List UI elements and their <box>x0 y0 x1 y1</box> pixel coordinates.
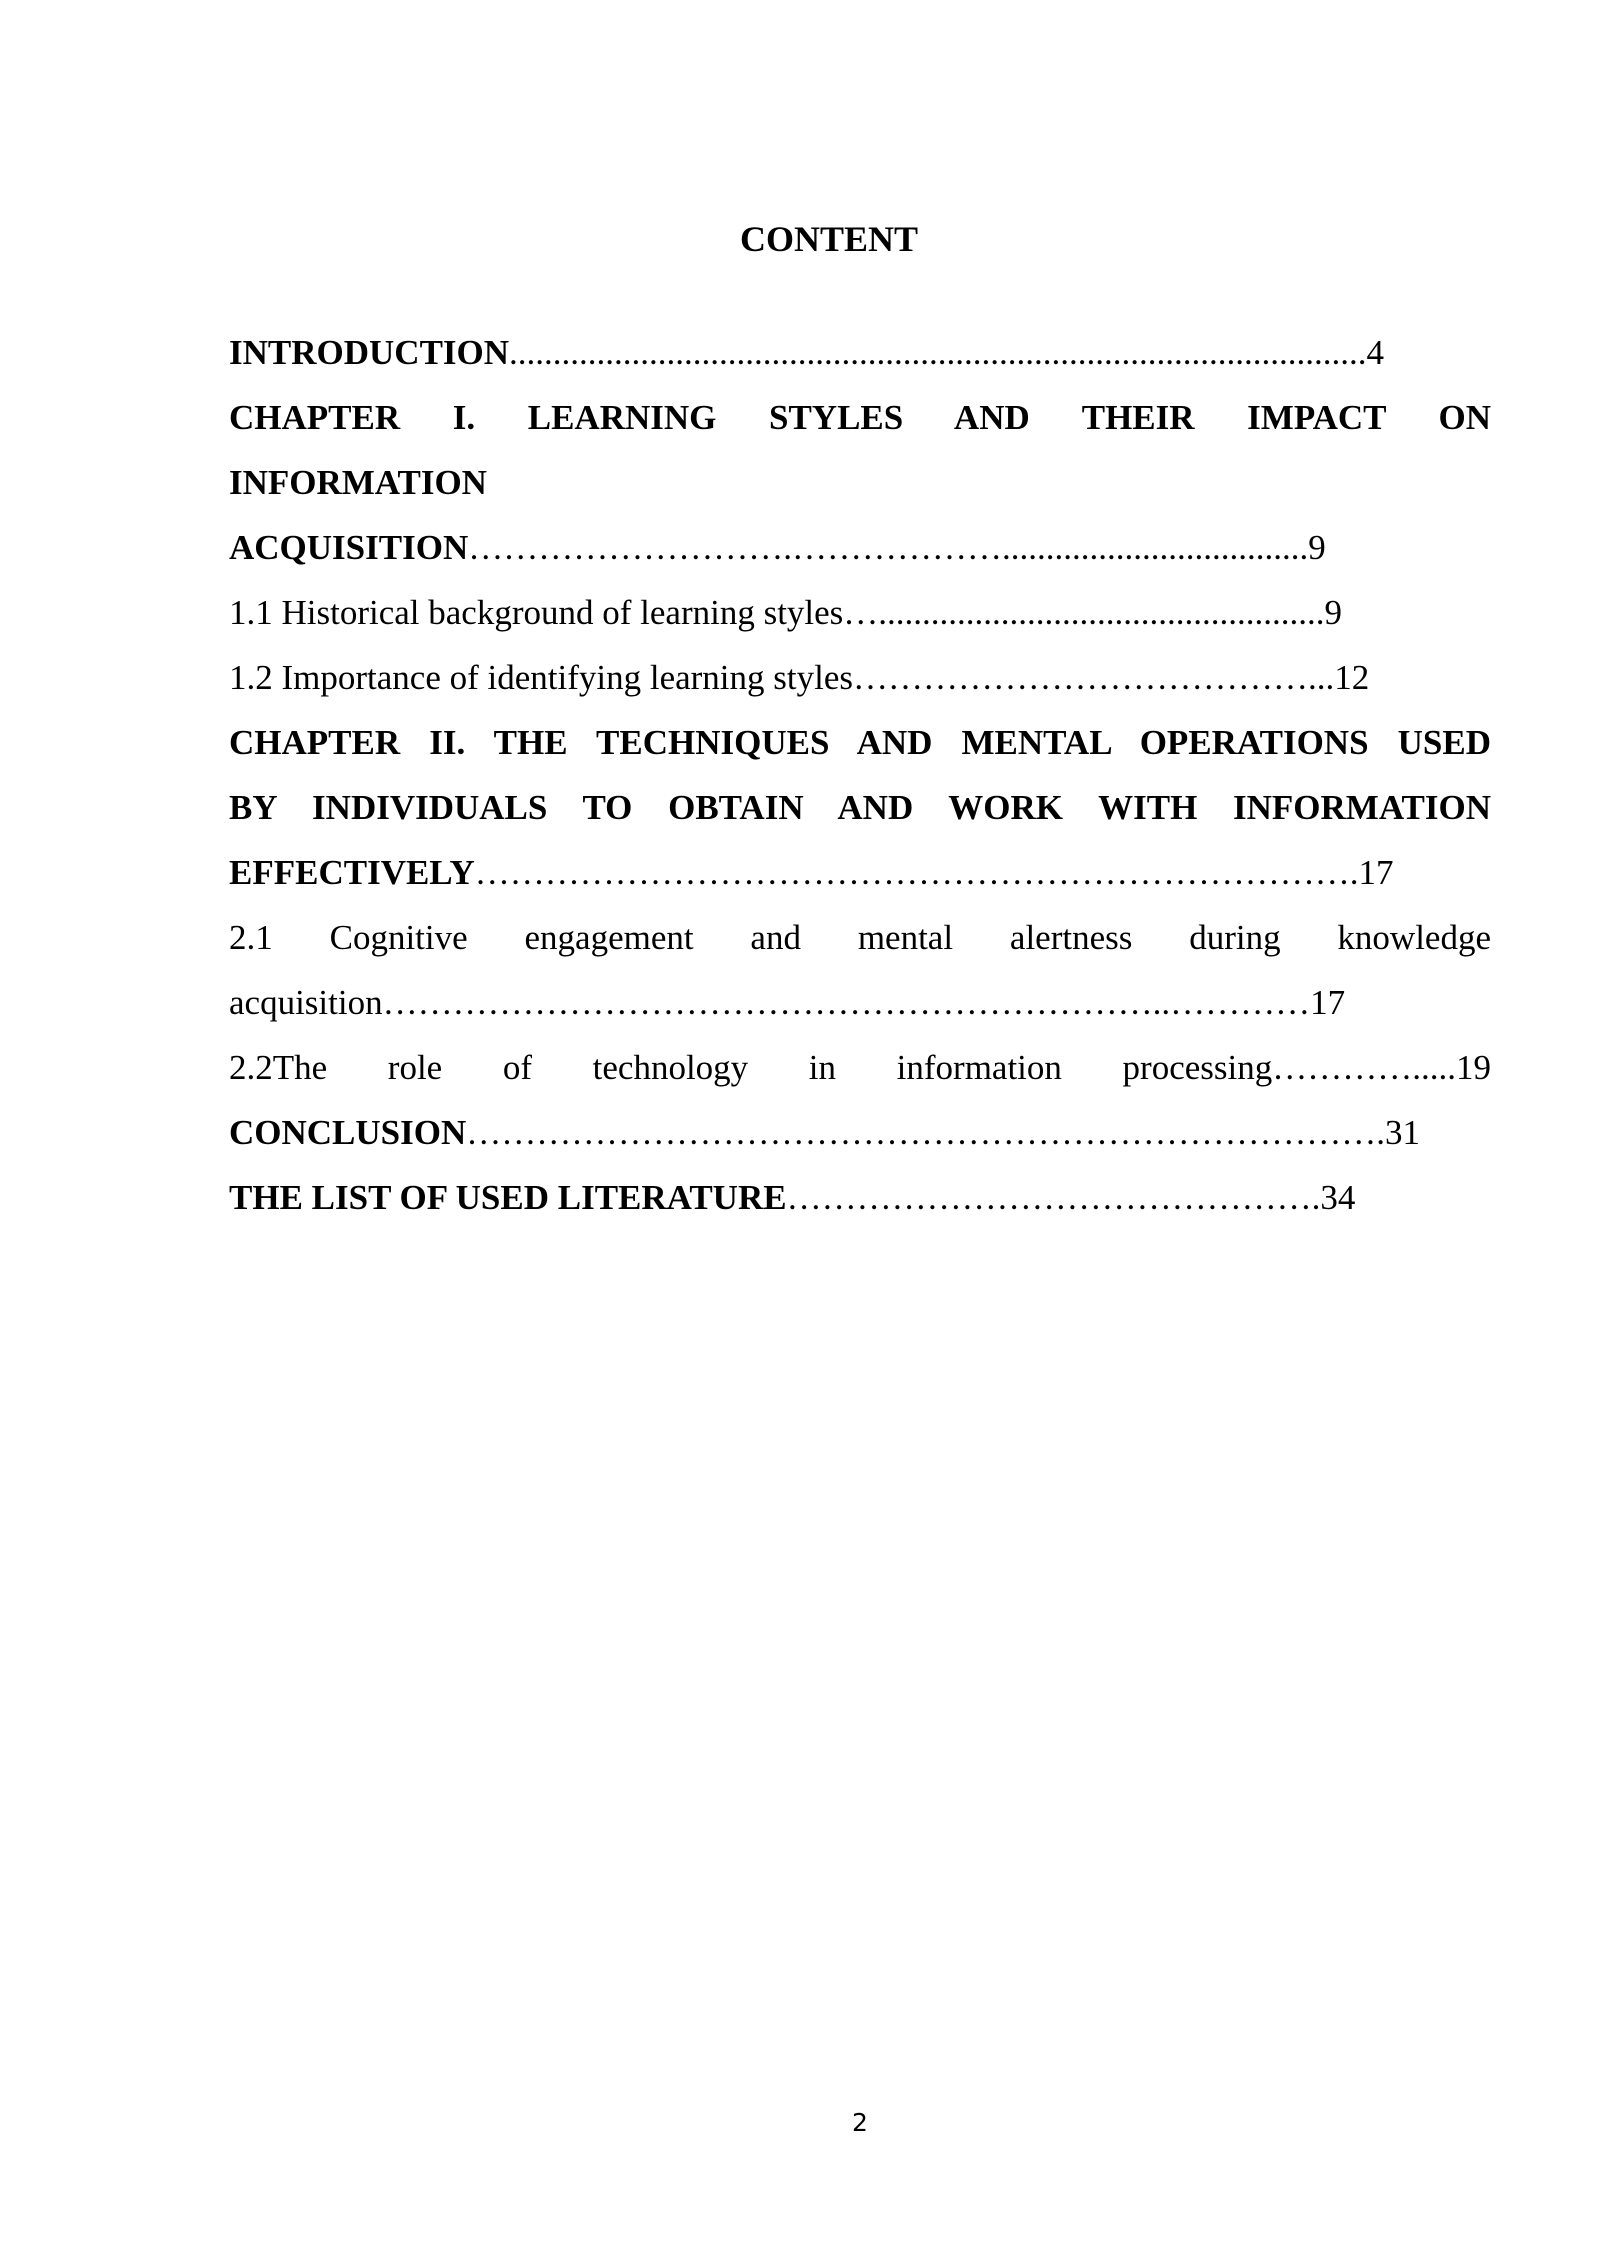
toc-page-number: 12 <box>1334 658 1370 697</box>
toc-entry-chapter-2-line-2 <box>229 775 1491 840</box>
toc-entry-title: 2.2The role of technology in information processing <box>229 1048 1273 1087</box>
toc-leader: …………..... <box>1272 1048 1456 1087</box>
toc-entry-chapter-1-line-1 <box>229 385 1491 450</box>
toc-entry-title: 2.1 Cognitive engagement and mental alertness during knowledge <box>229 918 1491 957</box>
toc-page-number: 31 <box>1385 1113 1421 1152</box>
toc-leader: ……………………………………………………………………. <box>466 1113 1386 1152</box>
toc-entry-title: CONCLUSION <box>229 1113 467 1152</box>
toc-entry-1-1 <box>229 580 1491 645</box>
toc-entry-chapter-2-line-1 <box>229 710 1491 775</box>
toc-leader: …………………………………………………………………. <box>474 853 1359 892</box>
toc-leader: …………………………………………………………..………… <box>382 983 1311 1022</box>
toc-entry-literature <box>229 1165 1469 1230</box>
toc-leader: ……………………….………………................................... <box>468 528 1309 567</box>
toc-entry-title: CHAPTER I. LEARNING STYLES AND THEIR IMPACT ON <box>229 398 1491 437</box>
toc-page-number: 4 <box>1366 333 1385 372</box>
toc-entry-title: acquisition <box>229 983 383 1022</box>
toc-page-number: 19 <box>1456 1048 1491 1087</box>
toc-entry-1-2 <box>229 645 1491 710</box>
toc-page-number: 17 <box>1310 983 1346 1022</box>
toc-leader: …................................................... <box>843 593 1325 632</box>
toc-entry-title: INTRODUCTION <box>229 333 510 372</box>
toc-entry-title: ACQUISITION <box>229 528 469 567</box>
toc-entry-title: 1.2 Importance of identifying learning styles <box>229 658 854 697</box>
toc-entry-title: INFORMATION <box>229 463 487 502</box>
toc-entry-chapter-1-line-2 <box>229 450 1491 515</box>
toc-entry-2-2 <box>229 1035 1491 1100</box>
toc-entry-conclusion <box>229 1100 1464 1165</box>
page-title <box>0 214 1600 264</box>
toc-entry-2-1-line-1 <box>229 905 1491 970</box>
toc-entry-chapter-2-line-3 <box>229 840 1491 905</box>
toc-entry-title: THE LIST OF USED LITERATURE <box>229 1178 787 1217</box>
page-title-text: CONTENT <box>739 219 919 259</box>
toc-leader: …………………………………... <box>853 658 1335 697</box>
toc-page-number: 9 <box>1324 593 1343 632</box>
toc-entry-introduction <box>229 320 1461 385</box>
toc-page-number: 34 <box>1320 1178 1356 1217</box>
toc-page-number: 9 <box>1308 528 1326 567</box>
toc-page-number: 17 <box>1358 853 1394 892</box>
toc-leader: .................................................................................................. <box>509 333 1367 372</box>
toc-entry-2-1-line-2 <box>229 970 1464 1035</box>
toc-entry-title: CHAPTER II. THE TECHNIQUES AND MENTAL OPERATIONS USED <box>229 723 1491 762</box>
toc-entry-title: BY INDIVIDUALS TO OBTAIN AND WORK WITH INFORMATION <box>229 788 1491 827</box>
toc-entry-chapter-1-line-3 <box>229 515 1491 580</box>
toc-entry-title: EFFECTIVELY <box>229 853 475 892</box>
page-number: 2 <box>852 2108 868 2137</box>
toc-leader: ………………………………………. <box>786 1178 1321 1217</box>
toc-entry-title: 1.1 Historical background of learning styles <box>229 593 844 632</box>
table-of-contents <box>229 320 1491 1230</box>
